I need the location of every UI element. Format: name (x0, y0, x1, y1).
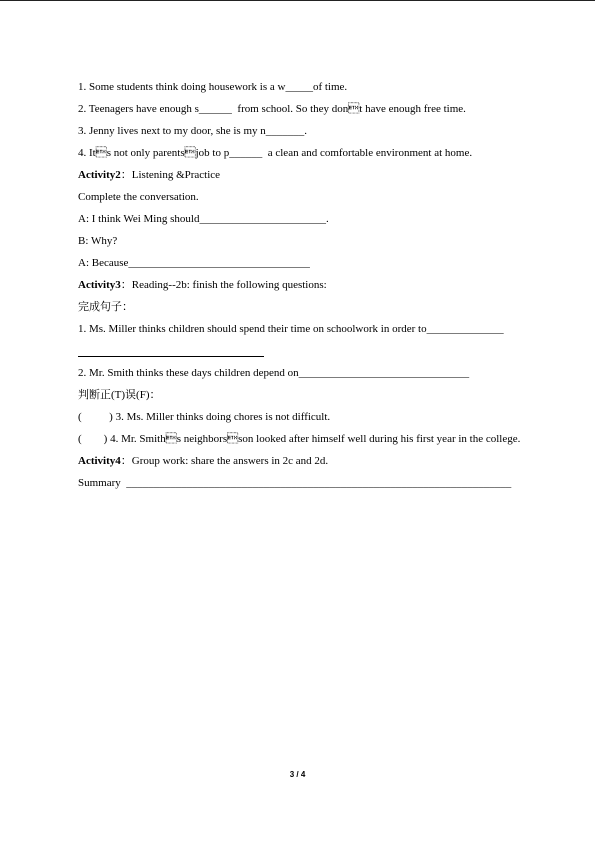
question-3: 3. Jenny lives next to my door, she is my n_______. (78, 125, 308, 137)
activity4-text: ：Group work: share the answers in 2c and 2d. (120, 455, 329, 467)
activity2-text: ：Listening &Practice (120, 169, 221, 181)
complete-sentences-heading: 完成句子： (78, 301, 133, 313)
sentence-1: 1. Ms. Miller thinks children should spend their time on schoolwork in order to______________ (78, 323, 504, 335)
activity3-heading (78, 279, 327, 292)
activity3-text: ：Reading--2b: finish the following questions: (120, 279, 327, 291)
conversation-a2: A: Because_________________________________ (78, 257, 310, 269)
top-border-line (0, 0, 595, 1)
sentence-2: 2. Mr. Smith thinks these days children depend on_______________________________ (78, 367, 470, 379)
true-false-3: ( ) 3. Ms. Miller thinks doing chores is not difficult. (78, 411, 331, 423)
activity4-label: Activity4 (78, 455, 121, 467)
answer-blank-line (78, 356, 264, 357)
page-number: 3 / 4 (289, 770, 306, 779)
conversation-b1: B: Why? (78, 235, 118, 247)
activity4-heading (78, 455, 328, 468)
activity2-heading (78, 169, 220, 182)
activity2-label: Activity2 (78, 169, 121, 181)
question-2: 2. Teenagers have enough s______ from school. So they dont have enough free time. (78, 103, 466, 115)
complete-conversation: Complete the conversation. (78, 191, 199, 203)
true-false-heading: 判断正(T)误(F)： (78, 389, 161, 401)
question-4: 4. Its not only parentsjob to p______ a clean and comfortable environment at home. (78, 147, 473, 159)
activity3-label: Activity3 (78, 279, 121, 291)
question-1: 1. Some students think doing housework is a w_____of time. (78, 81, 348, 93)
summary-line: Summary ______________________________________________________________________ (78, 477, 512, 489)
true-false-4: ( ) 4. Mr. Smiths neighborsson looked after himself well during his first year in the college. (78, 433, 521, 445)
conversation-a1: A: I think Wei Ming should_______________________. (78, 213, 329, 225)
